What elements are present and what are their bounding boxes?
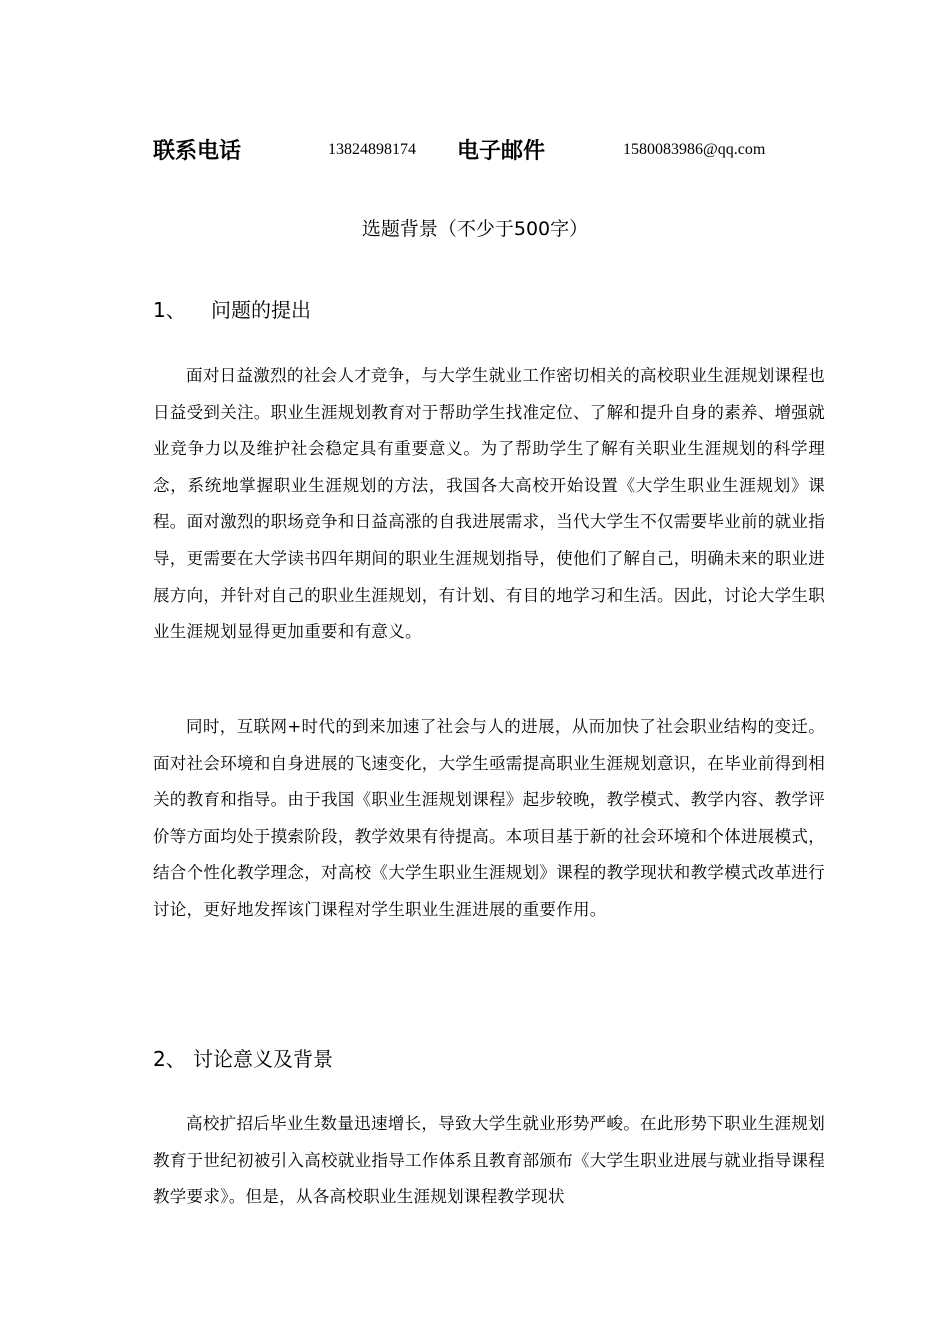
section-title: 选题背景（不少于500字）	[361, 218, 589, 240]
section-heading-2	[153, 1044, 333, 1074]
phone-label: 联系电话	[153, 139, 242, 164]
phone-value: 13824898174	[328, 141, 416, 158]
paragraph: 面对日益激烈的社会人才竞争，与大学生就业工作密切相关的高校职业生涯规划课程也日益受到关注。职业生涯规划教育对于帮助学生找准定位、了解和提升自身的素养、增强就业竞争力以及维护社会稳定具有重要意义。为了帮助学生了解有关职业生涯规划的科学理念，系统地掌握职业生涯规划的方法，我国各大高校开始设置《大学生职业生涯规划》课程。面对激烈的职场竞争和日益高涨的自我进展需求，当代大学生不仅需要毕业前的就业指导，更需要在大学读书四年期间的职业生涯规划指导，使他们了解自己，明确未来的职业进展方向，并针对自己的职业生涯规划，有计划、有目的地学习和生活。因此，讨论大学生职业生涯规划显得更加重要和有意义。	[153, 366, 825, 642]
section-heading-title: 讨论意义及背景	[193, 1047, 333, 1071]
paragraph: 高校扩招后毕业生数量迅速增长，导致大学生就业形势严峻。在此形势下职业生涯规划教育于世纪初被引入高校就业指导工作体系且教育部颁布《大学生职业进展与就业指导课程教学要求》。但是，从各高校职业生涯规划课程教学现状	[153, 1114, 825, 1207]
email-value: 1580083986@qq.com	[623, 141, 766, 158]
section-heading-1	[153, 295, 311, 325]
contact-row	[153, 136, 833, 168]
section-heading-title: 问题的提出	[211, 298, 311, 322]
paragraph: 同时，互联网+时代的到来加速了社会与人的进展，从而加快了社会职业结构的变迁。面对社会环境和自身进展的飞速变化，大学生亟需提高职业生涯规划意识，在毕业前得到相关的教育和指导。由于我国《职业生涯规划课程》起步较晚，教学模式、教学内容、教学评价等方面均处于摸索阶段，教学效果有待提高。本项目基于新的社会环境和个体进展模式，结合个性化教学理念，对高校《大学生职业生涯规划》课程的教学现状和教学模式改革进行讨论，更好地发挥该门课程对学生职业生涯进展的重要作用。	[153, 717, 825, 919]
section-number: 1、	[153, 298, 186, 322]
email-label: 电子邮件	[457, 139, 546, 164]
section-number: 2、	[153, 1047, 186, 1071]
